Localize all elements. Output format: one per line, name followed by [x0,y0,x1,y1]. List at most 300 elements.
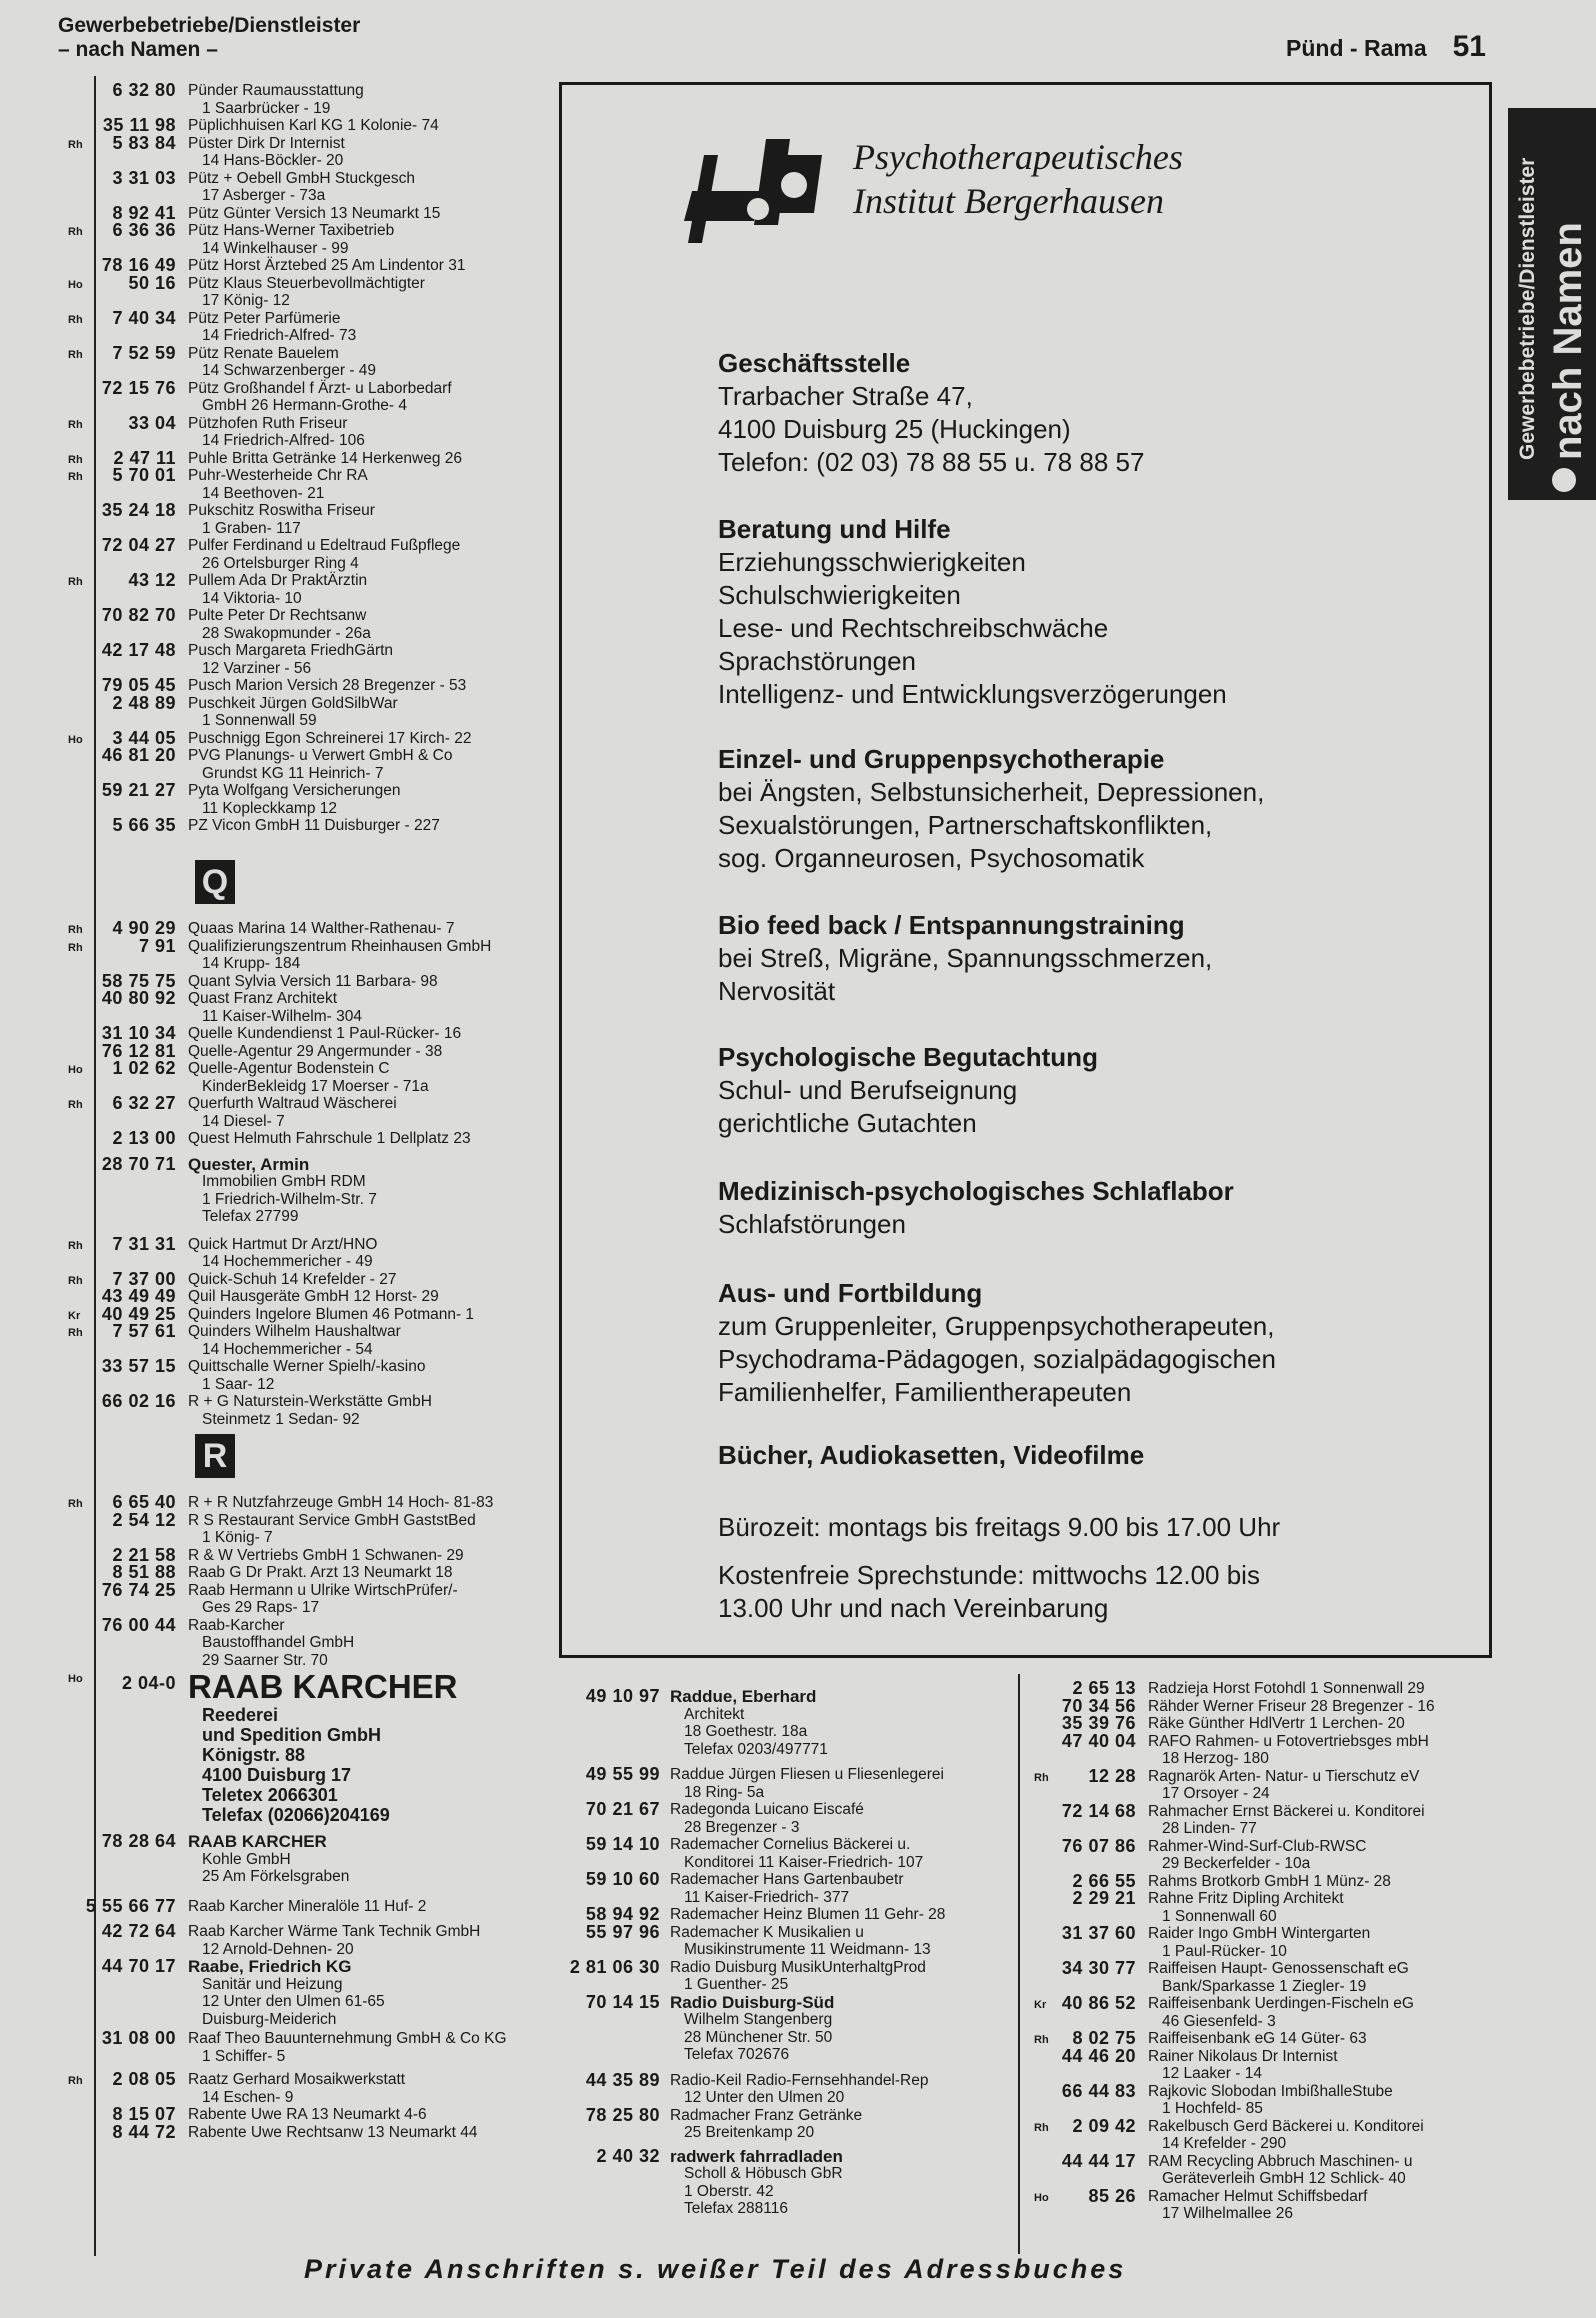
entry-name: Quelle Kundendienst 1 Paul-Rücker- 16 [188,1025,462,1042]
entry-text [188,415,365,450]
entry-text [670,2107,862,2142]
entry-text [670,2148,843,2218]
entry-text [188,747,452,782]
entry-name: Püplichhuisen Karl KG 1 Kolonie- 74 [188,117,439,134]
footer-note: Private Anschriften s. weißer Teil des Adressbuches [304,2254,1127,2284]
page-number: 51 [1452,30,1486,63]
entry-name: Pütz Peter Parfümerie [188,309,341,327]
phone-number: 2 21 58 [112,1544,176,1565]
entry-text [188,1236,377,1271]
entry-name: R & W Vertriebs GmbH 1 Schwanen- 29 [188,1546,464,1564]
entry-text [670,1688,828,1758]
entry-text [188,1669,458,1825]
phone-number: 76 00 44 [101,1614,176,1635]
district-code: Kr [68,1309,81,1322]
entry-name: RAM Recycling Abbruch Maschinen- u [1148,2152,1413,2170]
counseling-line: Sprachstörungen [718,646,917,676]
district-code: Rh [68,418,83,431]
training-heading: Aus- und Fortbildung [718,1278,983,1308]
media-heading: Bücher, Audiokasetten, Videofilme [718,1440,1145,1470]
entry-detail: 12 Laaker - 14 [1162,2065,1262,2082]
entry-detail: Sanitär und Heizung [202,1975,343,1993]
entry-name: Raider Ingo GmbH Wintergarten [1148,1925,1371,1942]
phone-number: 12 28 [1088,1765,1136,1786]
entry-name: Rahmacher Ernst Bäckerei u. Konditorei [1148,1802,1425,1820]
entry-detail: Telefax 0203/497771 [684,1740,828,1758]
phone-number: 59 21 27 [101,780,176,800]
entry-name: Quaas Marina 14 Walther-Rathenau- 7 [188,920,455,937]
entry-text [188,973,438,991]
entry-text [1148,1838,1366,1873]
entry-detail: 1 Saarbrücker - 19 [202,99,331,117]
entry-name: Quest Helmuth Fahrschule 1 Dellplatz 23 [188,1130,471,1147]
district-code: Rh [68,138,83,151]
entry-detail: 17 Orsoyer - 24 [1162,1785,1270,1802]
entry-name: Rahms Brotkorb GmbH 1 Münz- 28 [1148,1872,1391,1890]
phone-number: 8 15 07 [112,2104,176,2124]
entry-name: Quelle-Agentur Bodenstein C [188,1060,390,1077]
entry-name: Raab Hermann u Ulrike WirtschPrüfer/- [188,1581,458,1599]
entry-text [188,450,462,468]
entry-text [1148,1995,1414,2030]
entry-text [670,1959,926,1994]
phone-number: 33 57 15 [101,1356,176,1376]
phone-number: 7 91 [138,935,176,956]
phone-number: 5 83 84 [112,132,176,153]
entry-detail: Ges 29 Raps- 17 [202,1599,320,1616]
assessment-block [718,1041,1098,1140]
section-letter-q: Q [195,860,235,904]
entry-name: Radio Duisburg MusikUnterhaltgProd [670,1958,926,1976]
phone-number: 31 10 34 [101,1023,176,1043]
entry-name: Raaf Theo Bauunternehmung GmbH & Co KG [188,2030,507,2047]
district-code: Ho [1034,2191,1049,2204]
entry-detail: 11 Kaiser-Friedrich- 377 [684,1888,850,1906]
entry-detail: 26 Ortelsburger Ring 4 [202,554,359,572]
entry-text [188,990,362,1025]
phone-number: 58 94 92 [585,1904,660,1924]
entry-text [1148,1733,1429,1768]
phone-number: 2 13 00 [112,1128,176,1148]
entry-detail: Grundst KG 11 Heinrich- 7 [202,764,384,782]
entry-name: Quinders Wilhelm Haushaltwar [188,1323,401,1340]
entry-name: radwerk fahrradladen [670,2146,843,2166]
entry-name: R + G Naturstein-Werkstätte GmbH [188,1393,432,1410]
phone-number: 8 02 75 [1072,2028,1136,2048]
entry-detail: 29 Beckerfelder - 10a [1162,1855,1311,1872]
consultation-line: Kostenfreie Sprechstunde: mittwochs 12.00 bis [718,1560,1260,1590]
entry-text [188,1095,397,1130]
side-tab-line2: nach Namen [1546,222,1590,460]
entry-name: Quinders Ingelore Blumen 46 Potmann- 1 [188,1305,475,1323]
entry-name: Pulte Peter Dr Rechtsanw [188,607,367,624]
entry-detail: 12 Varziner - 56 [202,659,312,677]
entry-text [1148,2030,1367,2048]
biofeedback-line: Nervosität [718,976,836,1006]
phone-number: 46 81 20 [101,745,176,765]
entry-name: Raabe, Friedrich KG [188,1957,352,1976]
entry-detail: Wilhelm Stangenberg [684,2011,833,2028]
entry-detail: 14 Schwarzenberger - 49 [202,362,377,379]
phone-number: 8 44 72 [112,2121,176,2142]
entry-detail: Baustoffhandel GmbH [202,1634,355,1651]
entry-detail: 1 Friedrich-Wilhelm-Str. 7 [202,1190,377,1208]
phone-number: 72 15 76 [101,377,176,398]
entry-name: Quast Franz Architekt [188,990,338,1007]
phone-number: 70 82 70 [101,605,176,625]
phone-number: 6 32 27 [112,1093,176,1113]
entry-text [1148,1715,1405,1733]
office-city: 4100 Duisburg 25 (Huckingen) [718,414,1071,444]
entry-text [188,1494,493,1512]
entry-text [188,938,491,973]
entry-name: Pütz + Oebell GmbH Stuckgesch [188,169,416,187]
psychotherapy-line: Sexualstörungen, Partnerschaftskonflikten, [718,810,1213,840]
entry-detail: Steinmetz 1 Sedan- 92 [202,1410,360,1428]
district-code: Rh [68,924,83,936]
sleeplab-line: Schlafstörungen [718,1209,906,1239]
phone-number: 78 28 64 [101,1831,176,1851]
phone-number: 2 29 21 [1072,1888,1136,1908]
entry-detail: 1 König- 7 [202,1529,273,1546]
entry-name: Pyta Wolfgang Versicherungen [188,782,401,799]
entry-detail: Immobilien GmbH RDM [202,1173,366,1190]
entry-detail: 18 Herzog- 180 [1162,1750,1269,1767]
phone-number: 2 40 32 [596,2145,660,2166]
phone-number: 33 04 [128,412,176,433]
entry-name: Querfurth Waltraud Wäscherei [188,1095,397,1112]
biofeedback-heading: Bio feed back / Entspannungstraining [718,910,1185,940]
entry-name: Pulfer Ferdinand u Edeltraud Fußpflege [188,537,461,554]
phone-number: 7 52 59 [112,342,176,363]
phone-number: 58 75 75 [101,970,176,991]
phone-number: 76 12 81 [101,1040,176,1061]
entry-name: Raatz Gerhard Mosaikwerkstatt [188,2071,406,2088]
assessment-line: gerichtliche Gutachten [718,1108,977,1138]
entry-text [188,467,368,502]
entry-name: Quester, Armin [188,1154,310,1174]
entry-detail: Telefax 27799 [202,1208,299,1225]
entry-detail: 1 Sonnenwall 59 [202,712,317,729]
phone-number: 7 57 61 [112,1321,176,1341]
entry-name: Puschnigg Egon Schreinerei 17 Kirch- 22 [188,729,472,747]
entry-detail: 28 Linden- 77 [1162,1820,1257,1837]
entry-text [1148,2153,1412,2188]
entry-detail: 1 Oberstr. 42 [684,2182,774,2200]
office-hours [718,1511,1280,1544]
entry-name: Radio-Keil Radio-Fernsehhandel-Rep [670,2071,929,2089]
phone-number: 78 16 49 [101,255,176,275]
entry-text [188,817,440,835]
district-code: Kr [1034,1999,1047,2011]
entry-text [188,1393,432,1428]
entry-detail: 11 Kopleckkamp 12 [202,799,337,817]
entry-name: Rahmer-Wind-Surf-Club-RWSC [1148,1837,1367,1855]
entry-text [188,1271,397,1289]
entry-name: Raab G Dr Prakt. Arzt 13 Neumarkt 18 [188,1564,453,1581]
side-tab-line1: Gewerbebetriebe/Dienstleister [1516,157,1539,460]
phone-number: 66 44 83 [1061,2080,1136,2101]
entry-text [188,1547,464,1565]
entry-text [188,1358,426,1393]
entry-detail: 12 Unter den Ulmen 20 [684,2089,845,2106]
phone-number: 2 48 89 [112,692,176,713]
entry-text [1148,1698,1435,1716]
entry-detail: 14 Krefelder - 290 [1162,2135,1287,2152]
entry-name: Raddue Jürgen Fliesen u Fliesenlegerei [670,1766,944,1783]
entry-detail: Telefax 288116 [684,2200,788,2217]
entry-detail: 14 Friedrich-Alfred- 73 [202,327,357,344]
entry-detail: 17 König- 12 [202,292,290,309]
psychotherapy-block [718,743,1264,875]
section-letter-r: R [195,1434,235,1478]
entry-name: RAAB KARCHER [188,1832,327,1851]
entry-detail: Scholl & Höbusch GbR [684,2165,843,2182]
entry-detail: 17 Wilhelmallee 26 [1162,2205,1293,2222]
entry-name: Puschkeit Jürgen GoldSilbWar [188,694,398,712]
media-block [718,1439,1144,1472]
consultation-hours [718,1559,1260,1625]
entry-text [1148,1960,1409,1995]
entry-text [188,205,440,223]
entry-name: R S Restaurant Service GmbH GaststBed [188,1511,476,1529]
entry-name: Pullem Ada Dr PraktÄrztin [188,572,368,589]
district-code: Rh [68,2075,83,2087]
district-code: Rh [68,348,83,361]
entry-name: Puhle Britta Getränke 14 Herkenweg 26 [188,449,462,467]
phone-number: 35 24 18 [101,500,176,520]
entry-name: Pünder Raumausstattung [188,82,364,99]
phone-number: 2 04-0 [121,1673,176,1693]
entry-detail: Architekt [684,1705,745,1723]
training-line: zum Gruppenleiter, Gruppenpsychotherapeuten, [718,1311,1275,1341]
phone-number: 66 02 16 [101,1391,176,1411]
phone-number: 2 54 12 [112,1509,176,1530]
institute-name-line1: Psychotherapeutisches [853,137,1183,177]
phone-number: 5 66 35 [112,815,176,835]
phone-number: 4 90 29 [112,918,176,938]
entry-text [188,380,452,415]
entry-name: Pukschitz Roswitha Friseur [188,502,375,519]
entry-name: Pütz Günter Versich 13 Neumarkt 15 [188,204,441,222]
side-tab [1508,108,1596,500]
entry-name: Quick Hartmut Dr Arzt/HNO [188,1235,378,1253]
entry-detail: Königstr. 88 [202,1745,306,1765]
entry-name: Pütz Hans-Werner Taxibetrieb [188,222,395,239]
entry-detail: Bank/Sparkasse 1 Ziegler- 19 [1162,1977,1367,1995]
entry-detail: Musikinstrumente 11 Weidmann- 13 [684,1941,931,1958]
district-code: Rh [1034,2121,1049,2134]
entry-text [188,170,415,205]
entry-text [188,1060,429,1095]
entry-name: Rabente Uwe RA 13 Neumarkt 4-6 [188,2106,427,2123]
entry-name: Rähder Werner Friseur 28 Bregenzer - 16 [1148,1697,1435,1715]
entry-name: Rademacher Heinz Blumen 11 Gehr- 28 [670,1906,946,1923]
entry-detail: 14 Krupp- 184 [202,955,301,972]
entry-name: Pütz Horst Ärztebed 25 Am Lindentor 31 [188,257,466,274]
column-rule-left [94,76,96,2256]
sleeplab-block [718,1175,1234,1241]
entry-name: Pusch Margareta FriedhGärtn [188,642,394,659]
entry-detail: 11 Kaiser-Wilhelm- 304 [202,1007,362,1025]
entry-detail: 1 Sonnenwall 60 [1162,1907,1277,1925]
entry-name: RAFO Rahmen- u Fotovertriebsges mbH [1148,1732,1429,1750]
phone-number: 44 44 17 [1061,2150,1136,2171]
phone-number: 47 40 04 [1061,1730,1136,1751]
entry-detail: 28 Bregenzer - 3 [684,1818,800,1836]
district-code: Ho [68,1673,83,1685]
phone-number: 2 81 06 30 [569,1956,660,1977]
entry-text [670,1801,864,1836]
entry-text [188,642,393,677]
entry-name: Quil Hausgeräte GmbH 12 Horst- 29 [188,1288,439,1305]
name-range: Pünd - Rama [1286,35,1427,61]
entry-text [188,677,466,695]
entry-text [188,2030,507,2065]
entry-name: Rademacher Hans Gartenbaubetr [670,1871,904,1888]
entry-detail: und Spedition GmbH [202,1725,381,1745]
phone-number: 72 14 68 [1061,1800,1136,1821]
phone-number: 2 65 13 [1072,1678,1136,1698]
entry-text [670,1836,923,1871]
entry-name: Püster Dirk Dr Internist [188,134,345,152]
entry-detail: 1 Schiffer- 5 [202,2047,286,2065]
entry-name: Radzieja Horst Fotohdl 1 Sonnenwall 29 [1148,1680,1425,1697]
phone-number: 49 10 97 [585,1686,660,1706]
entry-detail: 14 Beethoven- 21 [202,484,325,502]
entry-name: PVG Planungs- u Verwert GmbH & Co [188,747,453,764]
psychotherapy-heading: Einzel- und Gruppenpsychotherapie [718,744,1165,774]
entry-detail: 28 Swakopmunder - 26a [202,624,371,642]
entry-detail: Geräteverleih GmbH 12 Schlick- 40 [1162,2170,1406,2187]
entry-text [670,2072,928,2107]
entry-text [188,117,439,135]
entry-text [188,1306,474,1324]
entry-text [670,1871,904,1906]
phone-number: 40 80 92 [101,988,176,1008]
entry-name: Raiffeisenbank Uerdingen-Fischeln eG [1148,1995,1414,2012]
entry-detail: Kohle GmbH [202,1850,291,1868]
entry-text [188,275,425,310]
counseling-line: Schulschwierigkeiten [718,580,961,610]
entry-detail: GmbH 26 Hermann-Grothe- 4 [202,397,408,414]
entry-detail: 18 Goethestr. 18a [684,1723,808,1740]
entry-text [1148,2118,1424,2153]
entry-detail: 1 Graben- 117 [202,519,301,537]
entry-detail: 25 Breitenkamp 20 [684,2124,815,2141]
section-title: Gewerbebetriebe/Dienstleister [58,14,361,37]
entry-text [188,1025,461,1043]
entry-text [188,345,376,380]
district-code: Rh [1034,2034,1049,2046]
institute-name [853,135,1183,223]
entry-name: Räke Günther HdlVertr 1 Lerchen- 20 [1148,1715,1405,1732]
entry-detail: 14 Winkelhauser - 99 [202,239,349,257]
district-code: Ho [68,278,83,291]
district-code: Rh [1034,1771,1049,1784]
phone-number: 6 32 80 [112,80,176,100]
phone-number: 85 26 [1088,2185,1136,2206]
entry-name: Pütz Renate Bauelem [188,344,339,362]
entry-text [188,920,455,938]
assessment-heading: Psychologische Begutachtung [718,1042,1098,1072]
biofeedback-line: bei Streß, Migräne, Spannungsschmerzen, [718,943,1213,973]
entry-text [1148,2083,1393,2118]
entry-detail: 46 Giesenfeld- 3 [1162,2012,1276,2030]
entry-text [188,1617,354,1670]
entry-text [1148,2188,1367,2223]
entry-text [188,310,356,345]
entry-detail: 29 Saarner Str. 70 [202,1651,328,1669]
entry-text [188,82,364,117]
entry-detail: 14 Eschen- 9 [202,2088,294,2106]
entry-detail: 1 Guenther- 25 [684,1976,789,1993]
entry-text [670,1906,945,1924]
phone-number: 79 05 45 [101,675,176,695]
entry-text [188,135,345,170]
training-block [718,1277,1276,1409]
entry-detail: 28 Münchener Str. 50 [684,2028,833,2046]
phone-number: 7 31 31 [112,1233,176,1254]
entry-detail: Telefax 702676 [684,2046,790,2063]
district-code: Rh [68,471,83,483]
biofeedback-block [718,909,1212,1008]
phone-number: 8 51 88 [112,1562,176,1582]
phone-number: 76 07 86 [1061,1835,1136,1856]
phone-number: 50 16 [128,272,176,293]
entry-detail: 14 Hochemmericher - 54 [202,1340,373,1358]
entry-text [670,1994,834,2064]
entry-name: Rademacher Cornelius Bäckerei u. [670,1836,911,1853]
office-phone: Telefon: (02 03) 78 88 55 u. 78 88 57 [718,447,1145,477]
entry-text [188,537,460,572]
phone-number: 44 35 89 [585,2069,660,2090]
district-code: Rh [68,941,83,954]
entry-text [188,1833,349,1886]
counseling-block [718,513,1227,711]
phone-number: 3 31 03 [112,167,176,188]
entry-name: Raab Karcher Mineralöle 11 Huf- 2 [188,1897,427,1915]
entry-name: R + R Nutzfahrzeuge GmbH 14 Hoch- 81-83 [188,1494,494,1511]
institute-name-line2: Institut Bergerhausen [853,181,1164,221]
entry-text [1148,1680,1425,1698]
phone-number: 2 08 05 [112,2069,176,2089]
phone-number: 2 09 42 [1072,2115,1136,2136]
district-code: Rh [68,1274,83,1287]
entry-text [1148,1873,1391,1891]
entry-text [1148,1768,1419,1803]
section-header [58,14,360,62]
counseling-line: Lese- und Rechtschreibschwäche [718,613,1109,643]
bullet-icon [1552,468,1576,492]
counseling-heading: Beratung und Hilfe [718,514,951,544]
entry-name: Pütz Klaus Steuerbevollmächtigter [188,274,425,292]
entry-name: Pütz Großhandel f Ärzt- u Laborbedarf [188,379,452,397]
entry-detail: 14 Hochemmericher - 49 [202,1253,373,1270]
entry-text [188,2124,477,2142]
phone-number: 1 02 62 [112,1058,176,1078]
district-code: Rh [68,576,83,588]
entry-name: Radmacher Franz Getränke [670,2106,863,2124]
phone-number: 35 39 76 [1061,1713,1136,1733]
section-subtitle: – nach Namen – [58,38,218,61]
office-street: Trarbacher Straße 47, [718,381,973,411]
phone-number: 8 92 41 [112,202,176,223]
phone-number: 6 65 40 [112,1492,176,1512]
phone-number: 5 70 01 [112,465,176,485]
entry-text [188,1923,480,1958]
phone-number: 43 49 49 [101,1286,176,1306]
